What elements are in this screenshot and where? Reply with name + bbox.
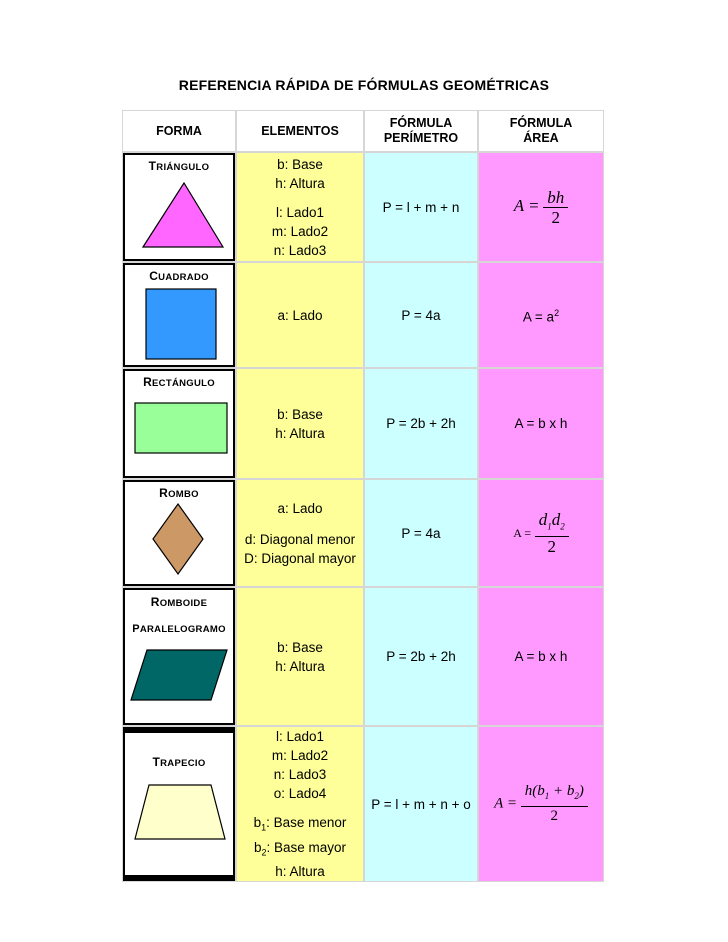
label-cuadrado: CUADRADO <box>149 269 209 283</box>
elementos-triangulo <box>236 152 364 262</box>
element-line: h: Altura <box>275 864 325 880</box>
element-line: l: Lado1 <box>275 204 325 220</box>
elementos-romboide <box>236 587 364 726</box>
elementos-rombo <box>236 479 364 587</box>
rhombus-shape <box>125 482 233 584</box>
element-line: n: Lado3 <box>273 767 327 782</box>
area-denominator: 2 <box>550 808 559 825</box>
element-line: h: Altura <box>275 658 325 674</box>
element-line: $b_1$: Base menor <box>253 815 347 833</box>
element-line: h: Altura <box>275 425 325 441</box>
area-exponent: 2 <box>554 307 560 318</box>
forma-rectangulo <box>122 368 236 479</box>
formula-table <box>122 110 604 882</box>
label-triangulo: TRIÁNGULO <box>148 159 210 173</box>
row-cuadrado <box>122 262 604 368</box>
area-rectangulo: A = b x h <box>478 368 604 479</box>
perimetro-cuadrado: P = 4a <box>364 262 478 368</box>
area-numerator: $d_1d_2$ <box>535 510 569 537</box>
page-title: REFERENCIA RÁPIDA DE FÓRMULAS GEOMÉTRICAS <box>178 77 550 93</box>
header-perimetro-line1: FÓRMULA <box>389 116 453 130</box>
label-rectangulo: RECTÁNGULO <box>143 375 215 389</box>
area-denominator: 2 <box>547 537 557 557</box>
area-lhs: A = <box>513 525 531 540</box>
element-line: b: Base <box>277 639 323 655</box>
forma-triangulo <box>122 152 236 262</box>
header-area <box>478 110 604 152</box>
element-line: o: Lado4 <box>273 786 327 801</box>
element-line: $b_2$: Base mayor <box>253 839 347 858</box>
area-numerator: $h(b_1 + b_2)$ <box>521 782 588 807</box>
element-line: d: Diagonal menor <box>244 531 356 547</box>
area-lhs: A = <box>494 795 517 812</box>
elementos-trapecio <box>236 726 364 882</box>
elementos-cuadrado: a: Lado <box>236 262 364 368</box>
label-trapecio: TRAPECIO <box>152 755 206 770</box>
element-line: m: Lado2 <box>271 748 329 763</box>
element-line: a: Lado <box>277 500 323 516</box>
rectangle-shape <box>125 371 233 476</box>
header-elementos: ELEMENTOS <box>236 110 364 152</box>
area-romboide: A = b x h <box>478 587 604 726</box>
area-text: A = a <box>522 309 555 325</box>
perimetro-triangulo: P = l + m + n <box>364 152 478 262</box>
label-rombo: ROMBO <box>159 486 199 500</box>
row-rombo <box>122 479 604 587</box>
forma-romboide <box>122 587 236 726</box>
element-line: h: Altura <box>275 175 325 191</box>
area-fraction <box>543 188 568 227</box>
header-forma: FORMA <box>122 110 236 152</box>
forma-cuadrado <box>122 262 236 368</box>
row-romboide <box>122 587 604 726</box>
row-rectangulo <box>122 368 604 479</box>
header-perimetro <box>364 110 478 152</box>
area-cuadrado <box>478 262 604 368</box>
area-trapecio <box>478 726 604 882</box>
header-row <box>122 110 604 152</box>
header-area-line1: FÓRMULA <box>509 116 573 130</box>
square-shape <box>125 265 233 365</box>
perimetro-trapecio: P = l + m + n + o <box>364 726 478 882</box>
row-triangulo <box>122 152 604 262</box>
row-trapecio <box>122 726 604 882</box>
area-lhs: A = <box>513 195 540 215</box>
area-fraction <box>535 510 569 556</box>
parallelogram-shape <box>125 590 233 723</box>
element-line: n: Lado3 <box>273 242 327 258</box>
area-numerator: bh <box>543 188 568 208</box>
header-perimetro-line2: PERÍMETRO <box>383 131 459 145</box>
forma-trapecio <box>122 726 236 882</box>
element-line: b: Base <box>277 406 323 422</box>
area-denominator: 2 <box>551 207 561 227</box>
element-line: l: Lado1 <box>275 729 325 744</box>
trapezoid-shape <box>125 733 233 875</box>
perimetro-rombo: P = 4a <box>364 479 478 587</box>
element-line: D: Diagonal mayor <box>244 550 356 566</box>
area-fraction <box>521 782 588 826</box>
element-line: b: Base <box>277 156 323 172</box>
label-romboide: ROMBOIDE <box>150 595 208 609</box>
forma-rombo <box>122 479 236 587</box>
label-paralelogramo: PARALELOGRAMO <box>132 623 226 635</box>
area-triangulo <box>478 152 604 262</box>
elementos-rectangulo <box>236 368 364 479</box>
perimetro-rectangulo: P = 2b + 2h <box>364 368 478 479</box>
perimetro-romboide: P = 2b + 2h <box>364 587 478 726</box>
area-rombo <box>478 479 604 587</box>
triangle-shape <box>125 155 233 259</box>
element-line: m: Lado2 <box>271 223 329 239</box>
header-area-line2: ÁREA <box>523 131 559 145</box>
